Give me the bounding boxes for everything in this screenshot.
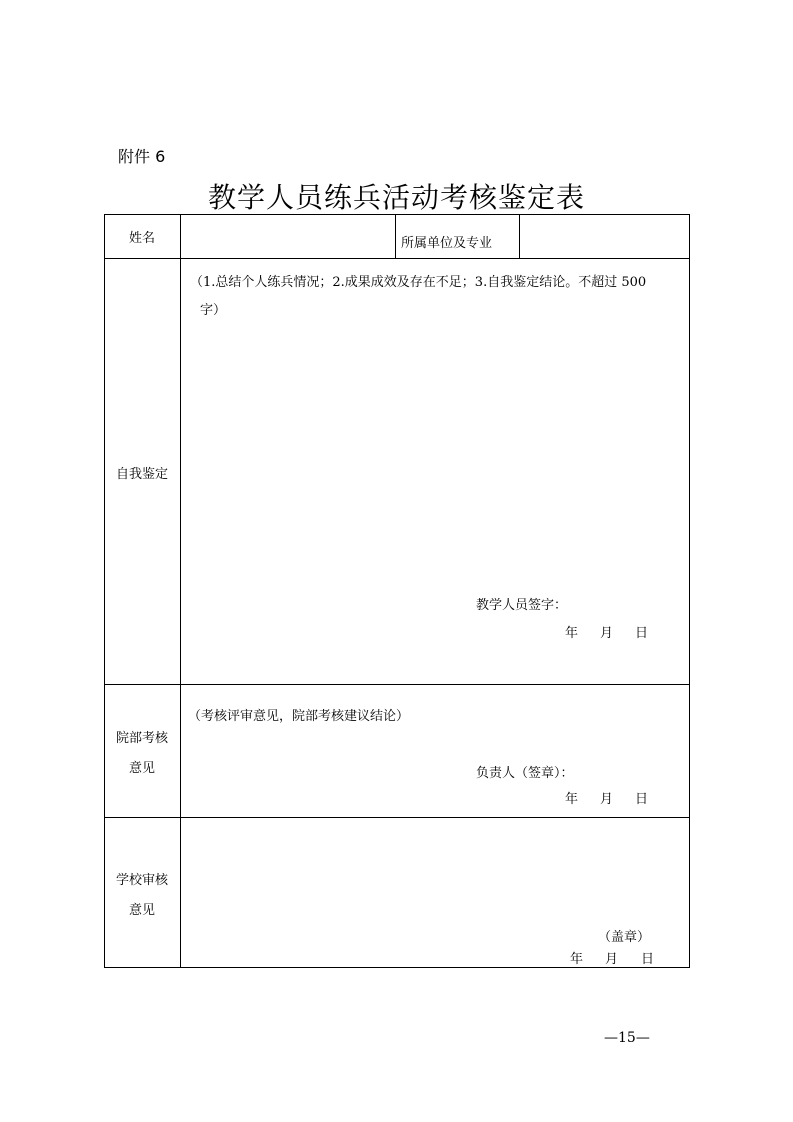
row-divider-2: [104, 684, 690, 685]
self-date-year: 年: [565, 626, 579, 641]
unit-label-divider-right: [519, 214, 520, 258]
form-title: 教学人员练兵活动考核鉴定表: [207, 181, 585, 214]
row-divider-3: [104, 817, 690, 818]
school-review-label-line2: 意见: [128, 903, 155, 918]
unit-label: 所属单位及专业: [401, 236, 493, 251]
dept-signature-label: 负责人（签章）：: [476, 766, 574, 781]
dept-date-year: 年: [565, 792, 579, 807]
school-date-year: 年: [570, 952, 584, 967]
self-assessment-label: 自我鉴定: [115, 467, 168, 482]
self-assessment-instruction-line2: 字）: [200, 303, 227, 318]
unit-label-divider-left: [395, 214, 396, 258]
self-assessment-instruction-line1: （1.总结个人练兵情况；2.成果成效及存在不足；3.自我鉴定结论。不超过 500: [190, 275, 647, 290]
attachment-label: 附件 6: [118, 147, 166, 166]
dept-review-instruction: （考核评审意见，院部考核建议结论）: [188, 709, 410, 724]
table-border-right: [689, 214, 690, 968]
name-field[interactable]: [186, 232, 391, 252]
dept-review-label-line2: 意见: [128, 761, 155, 776]
self-date-month: 月: [600, 626, 614, 641]
teacher-signature-label: 教学人员签字：: [476, 598, 568, 613]
row-divider-1: [104, 258, 690, 259]
school-date-month: 月: [605, 952, 619, 967]
page-number: —15—: [604, 1030, 650, 1046]
table-border-left: [104, 214, 105, 968]
unit-field[interactable]: [525, 232, 685, 252]
name-label: 姓名: [128, 231, 155, 246]
table-border-top: [104, 214, 690, 215]
self-date-day: 日: [635, 626, 649, 641]
school-date-day: 日: [641, 952, 655, 967]
dept-date-day: 日: [635, 792, 649, 807]
school-review-label-line1: 学校审核: [115, 873, 168, 888]
label-column-divider: [180, 214, 181, 968]
dept-review-label-line1: 院部考核: [115, 731, 168, 746]
dept-date-month: 月: [600, 792, 614, 807]
seal-label: （盖章）: [598, 930, 651, 945]
table-border-bottom: [104, 967, 690, 968]
